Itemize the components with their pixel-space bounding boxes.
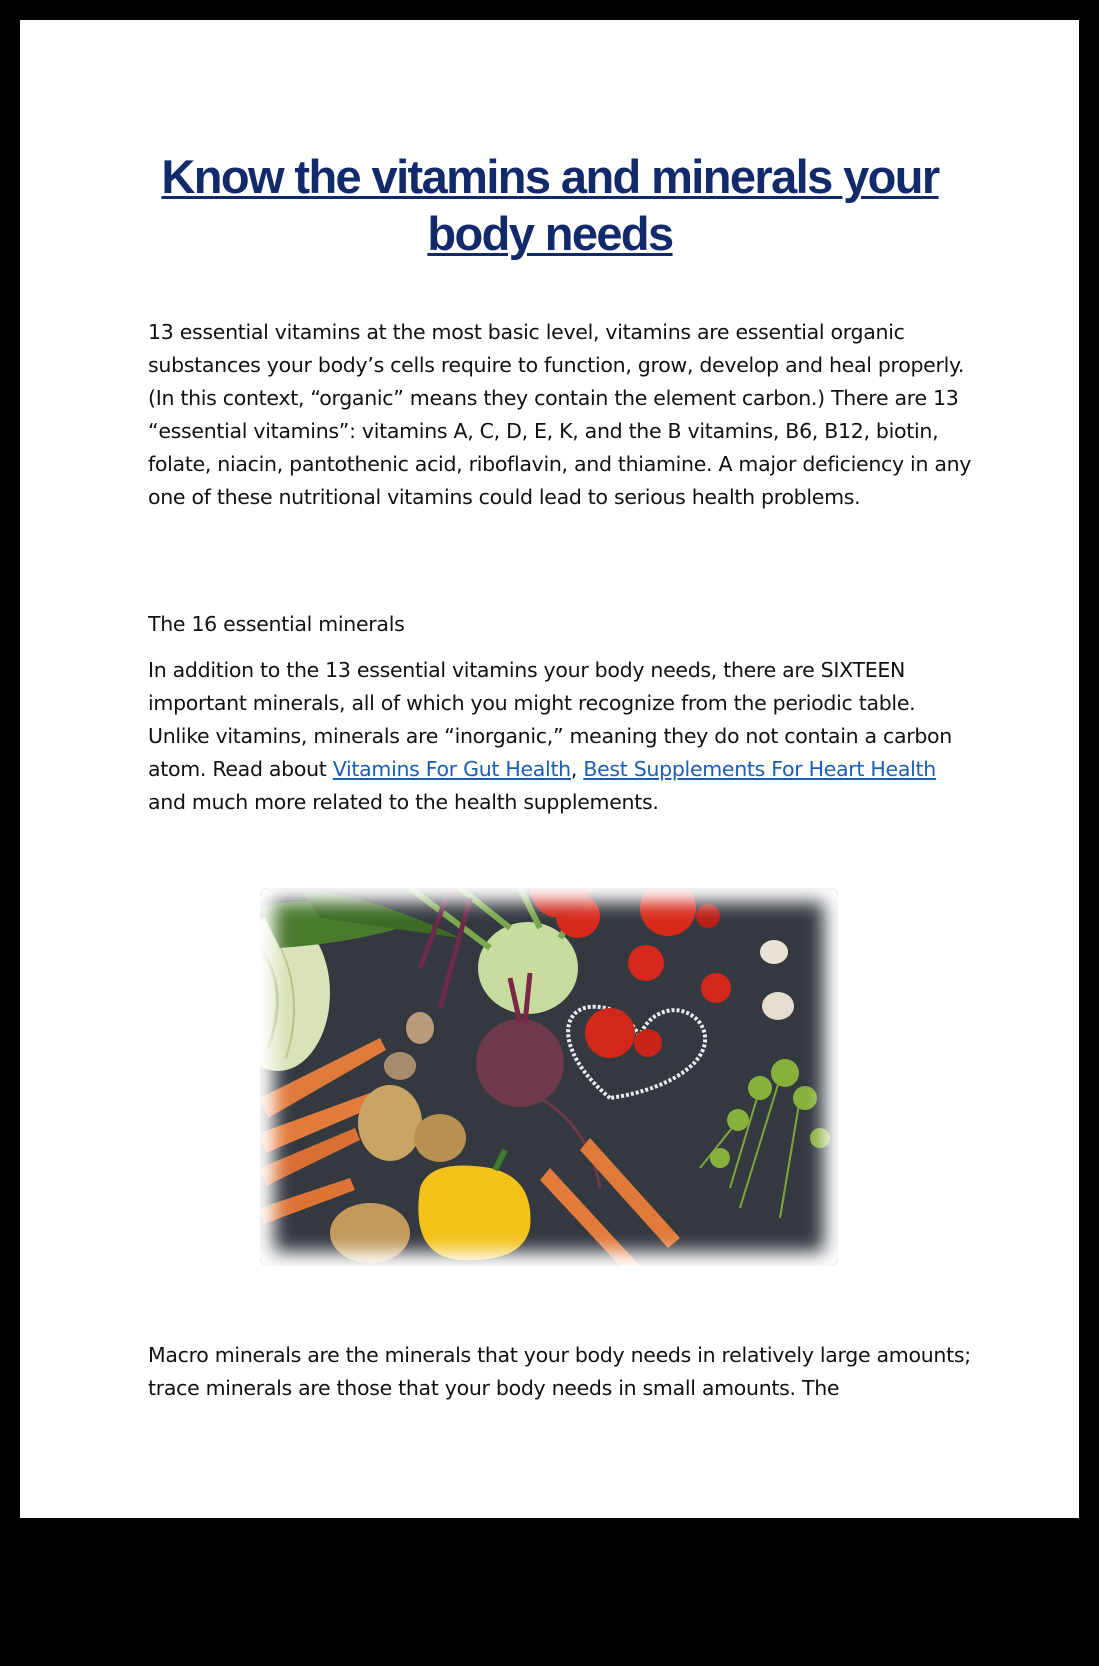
minerals-paragraph bbox=[148, 654, 978, 819]
intro-paragraph: 13 essential vitamins at the most basic level, vitamins are essential organic substances your body’s cells require to function, grow, develop and heal properly. (In this context, “organic” means they contain the element carbon.) There are 13 “essential vitamins”: vitamins A, C, D, E, K, and the B vitamins, B6, B12, biotin, folate, niacin, pantothenic acid, riboflavin, and thiamine. A major deficiency in any one of these nutritional vitamins could lead to serious health problems. bbox=[148, 320, 972, 509]
macro-minerals-paragraph: Macro minerals are the minerals that your body needs in relatively large amounts; trace minerals are those that your body needs in small amounts. The bbox=[148, 1343, 971, 1400]
document-title: Know the vitamins and minerals your body needs bbox=[161, 150, 939, 260]
minerals-paragraph-tail: and much more related to the health supplements. bbox=[148, 790, 659, 814]
vegetables-illustration bbox=[260, 888, 838, 1266]
vegetables-photo bbox=[260, 888, 838, 1266]
minerals-paragraph-text: In addition to the 13 essential vitamins your body needs, there are SIXTEEN important minerals, all of which you might recognize from the periodic table. Unlike vitamins, minerals are “inorganic,” meaning they do not contain a carbon atom. Read about bbox=[148, 658, 952, 781]
link-supplements-heart-health[interactable]: Best Supplements For Heart Health bbox=[583, 757, 936, 781]
link-vitamins-gut-health[interactable]: Vitamins For Gut Health bbox=[332, 757, 571, 781]
section-heading-minerals: The 16 essential minerals bbox=[148, 612, 405, 636]
link-separator: , bbox=[570, 757, 584, 781]
document-page bbox=[20, 20, 1079, 1518]
